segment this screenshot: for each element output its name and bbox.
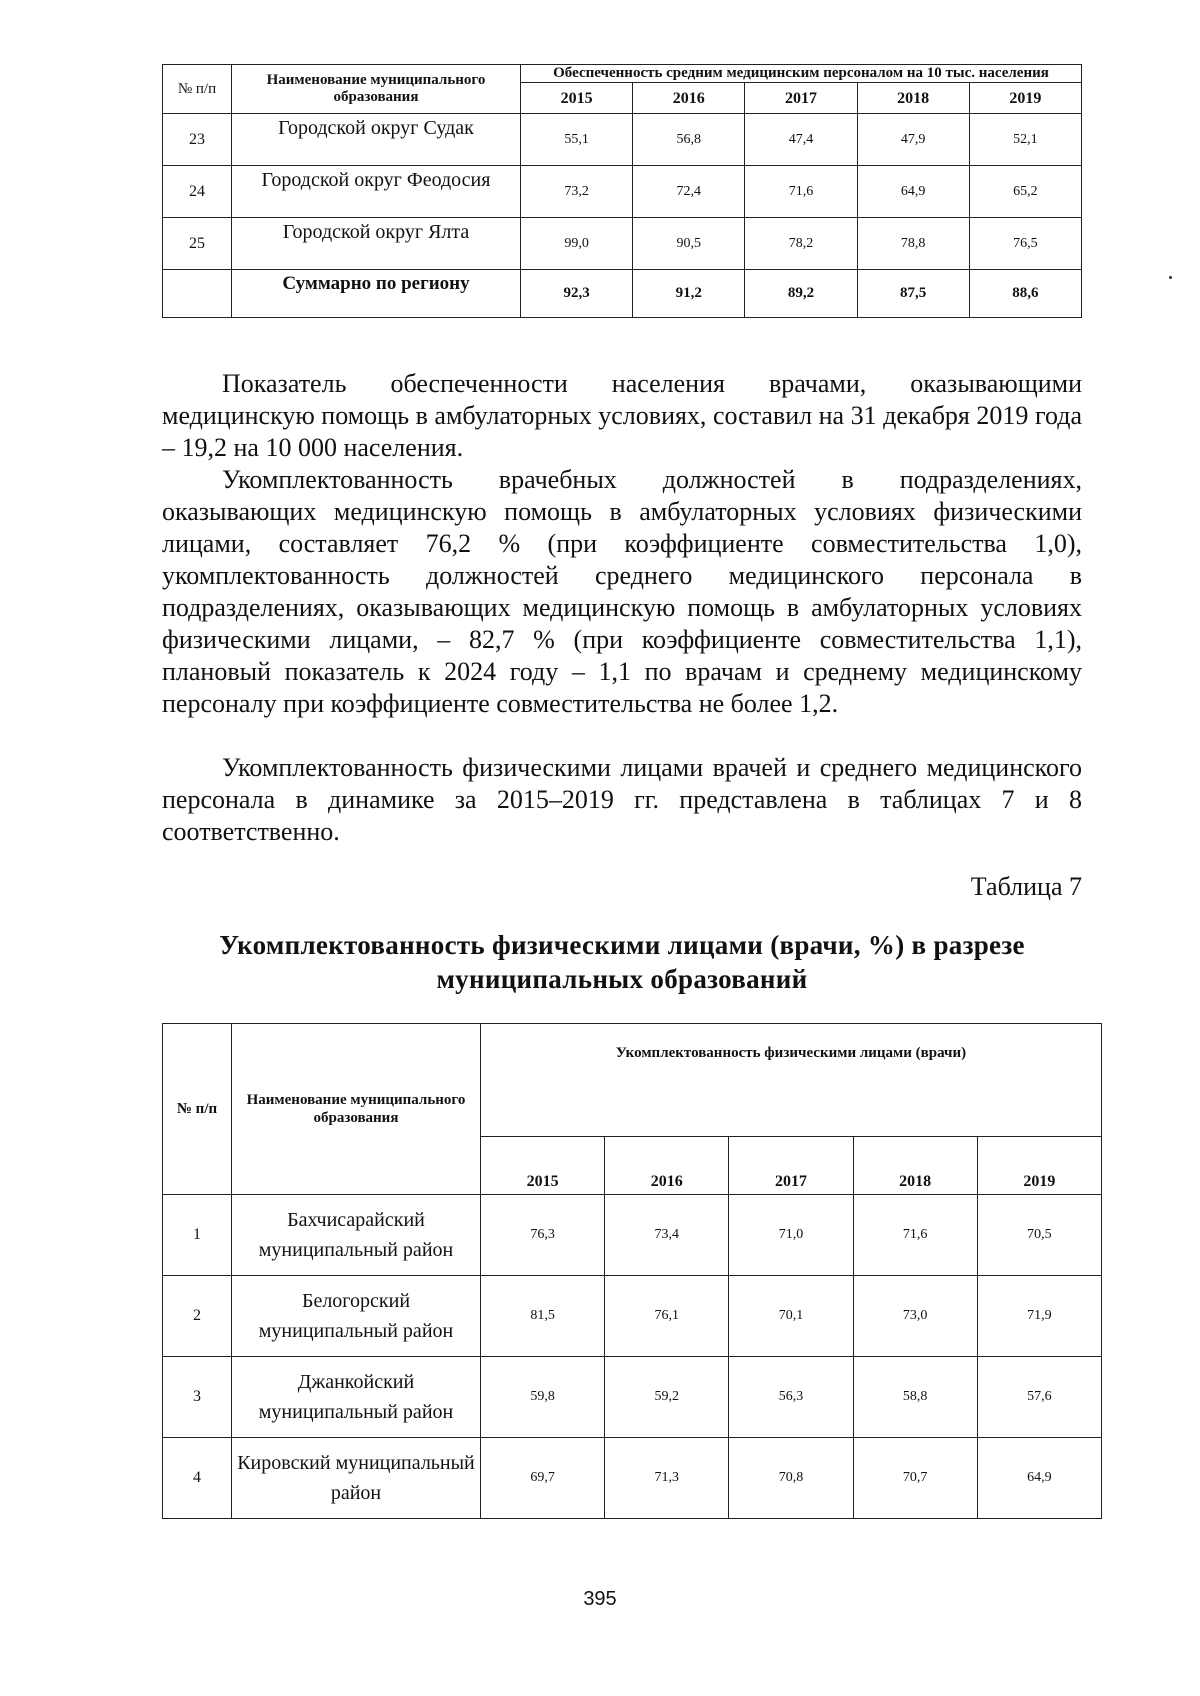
year-header: 2019 [969, 83, 1081, 114]
row-name: Джанкойский муниципальный район [232, 1357, 481, 1438]
year-header: 2018 [857, 83, 969, 114]
row-number: 25 [163, 218, 232, 270]
value-cell: 47,4 [745, 114, 857, 166]
scan-speck [1169, 276, 1172, 279]
value-cell: 65,2 [969, 166, 1081, 218]
paragraph-3: Укомплектованность физическими лицами врачей и среднего медицинского персонала в динамике за 2015–2019 гг. представлена в таблицах 7 и 8 соответственно. [162, 753, 1082, 846]
column-header-number: № п/п [163, 1024, 232, 1195]
table-title: Укомплектованность физическими лицами (врачи, %) в разрезе муниципальных образований [219, 930, 1025, 994]
table-row [163, 166, 1082, 218]
row-number: 4 [163, 1438, 232, 1519]
value-cell: 71,0 [729, 1195, 853, 1276]
table-row [163, 1195, 1102, 1276]
year-header: 2019 [977, 1137, 1101, 1195]
paragraph-2: Укомплектованность врачебных должностей в подразделениях, оказывающих медицинскую помощь в амбулаторных условиях физическими лицами, составляет 76,2 % (при коэффициенте совместительства 1,0), укомплектованность должностей среднего медицинского персонала в подразделениях, оказывающих медицинскую помощь в амбулаторных условиях физическими лицами, – 82,7 % (при коэффициенте совместительства 1,1), плановый показатель к 2024 году – 1,1 по врачам и среднему медицинскому персоналу при коэффициенте совместительства не более 1,2. [162, 465, 1082, 718]
value-cell: 76,3 [481, 1195, 605, 1276]
value-cell: 90,5 [633, 218, 745, 270]
value-cell: 81,5 [481, 1276, 605, 1357]
year-header: 2015 [521, 83, 633, 114]
row-name: Городской округ Ялта [232, 218, 521, 270]
row-number: 3 [163, 1357, 232, 1438]
page-number: 395 [583, 1588, 617, 1610]
value-cell: 99,0 [521, 218, 633, 270]
table-row [163, 114, 1082, 166]
total-row [163, 270, 1082, 318]
value-cell: 52,1 [969, 114, 1081, 166]
table-row [163, 1357, 1102, 1438]
year-header: 2017 [745, 83, 857, 114]
row-name: Кировский муниципальный район [232, 1438, 481, 1519]
column-header-name: Наименование муниципального образования [232, 65, 521, 114]
value-cell: 59,8 [481, 1357, 605, 1438]
staffing-table-continued [162, 64, 1082, 318]
row-name: Городской округ Феодосия [232, 166, 521, 218]
value-cell: 89,2 [745, 270, 857, 318]
value-cell: 78,2 [745, 218, 857, 270]
year-header: 2016 [605, 1137, 729, 1195]
value-cell: 76,1 [605, 1276, 729, 1357]
value-cell: 87,5 [857, 270, 969, 318]
table-row [163, 1438, 1102, 1519]
value-cell: 64,9 [857, 166, 969, 218]
year-header: 2018 [853, 1137, 977, 1195]
value-cell: 73,2 [521, 166, 633, 218]
row-name: Бахчисарайский муниципальный район [232, 1195, 481, 1276]
value-cell: 76,5 [969, 218, 1081, 270]
column-header-group: Укомплектованность физическими лицами (врачи) [481, 1024, 1102, 1137]
value-cell: 71,6 [853, 1195, 977, 1276]
value-cell: 71,6 [745, 166, 857, 218]
value-cell: 56,8 [633, 114, 745, 166]
column-header-name: Наименование муниципального образования [232, 1024, 481, 1195]
table-row [163, 218, 1082, 270]
value-cell: 73,4 [605, 1195, 729, 1276]
value-cell: 91,2 [633, 270, 745, 318]
value-cell: 69,7 [481, 1438, 605, 1519]
value-cell: 64,9 [977, 1438, 1101, 1519]
value-cell: 71,9 [977, 1276, 1101, 1357]
value-cell: 56,3 [729, 1357, 853, 1438]
row-number: 1 [163, 1195, 232, 1276]
value-cell: 92,3 [521, 270, 633, 318]
row-name: Белогорский муниципальный район [232, 1276, 481, 1357]
value-cell: 70,8 [729, 1438, 853, 1519]
table-row [163, 1276, 1102, 1357]
row-number [163, 270, 232, 318]
year-header: 2017 [729, 1137, 853, 1195]
value-cell: 70,7 [853, 1438, 977, 1519]
value-cell: 55,1 [521, 114, 633, 166]
staffing-table-7 [162, 1023, 1102, 1519]
value-cell: 70,5 [977, 1195, 1101, 1276]
row-number: 24 [163, 166, 232, 218]
value-cell: 59,2 [605, 1357, 729, 1438]
value-cell: 88,6 [969, 270, 1081, 318]
row-number: 2 [163, 1276, 232, 1357]
row-number: 23 [163, 114, 232, 166]
value-cell: 70,1 [729, 1276, 853, 1357]
row-name: Суммарно по региону [232, 270, 521, 318]
value-cell: 71,3 [605, 1438, 729, 1519]
row-name: Городской округ Судак [232, 114, 521, 166]
year-header: 2015 [481, 1137, 605, 1195]
column-header-number: № п/п [163, 65, 232, 114]
value-cell: 58,8 [853, 1357, 977, 1438]
value-cell: 57,6 [977, 1357, 1101, 1438]
table-label: Таблица 7 [970, 872, 1082, 901]
value-cell: 72,4 [633, 166, 745, 218]
year-header: 2016 [633, 83, 745, 114]
paragraph-1: Показатель обеспеченности населения врачами, оказывающими медицинскую помощь в амбулаторных условиях, составил на 31 декабря 2019 года – 19,2 на 10 000 населения. [162, 369, 1082, 462]
value-cell: 47,9 [857, 114, 969, 166]
column-header-group: Обеспеченность средним медицинским персоналом на 10 тыс. населения [521, 65, 1082, 83]
value-cell: 73,0 [853, 1276, 977, 1357]
value-cell: 78,8 [857, 218, 969, 270]
